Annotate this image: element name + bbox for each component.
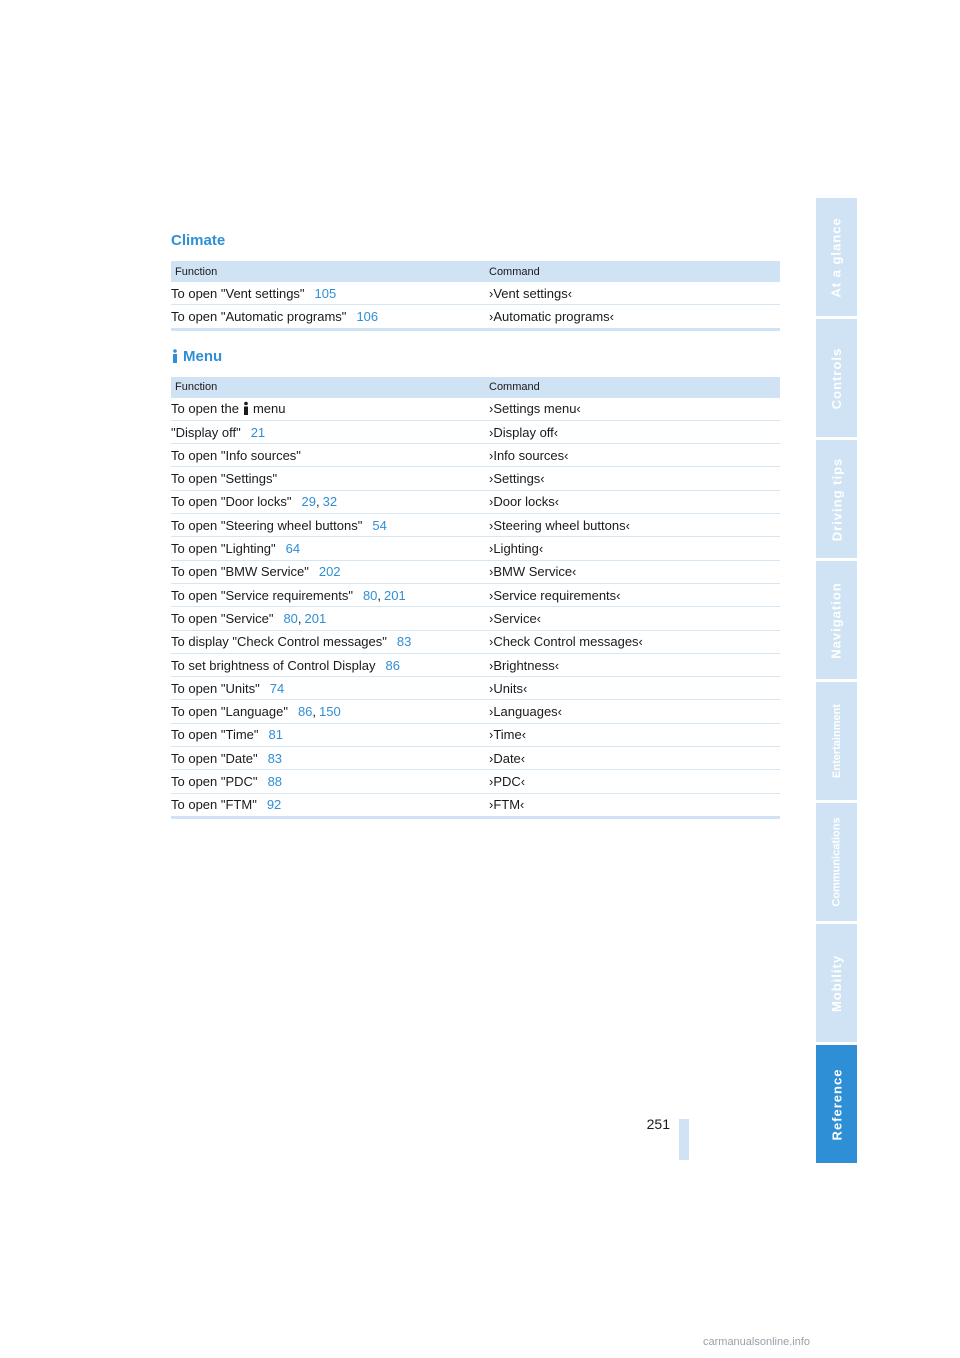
function-text-after: menu	[252, 401, 286, 417]
page-ref-link[interactable]: 80	[283, 610, 298, 626]
table-row	[171, 700, 780, 723]
command-cell: ›Info sources‹	[489, 447, 569, 463]
function-cell	[171, 401, 489, 416]
table-row	[171, 398, 780, 421]
menu-table-header	[171, 377, 780, 398]
function-cell	[171, 494, 489, 509]
side-tab-communications[interactable]	[816, 803, 857, 921]
function-text: To open "Steering wheel buttons"	[171, 517, 363, 533]
side-tab-label: Entertainment	[830, 704, 843, 778]
command-cell: ›PDC‹	[489, 773, 526, 789]
function-text: To open "PDC"	[171, 773, 258, 789]
command-cell: ›Lighting‹	[489, 541, 544, 557]
page-ref-link[interactable]: 201	[304, 610, 327, 626]
command-cell: ›Settings menu‹	[489, 401, 581, 417]
table-row	[171, 444, 780, 467]
function-text: To open "Service"	[171, 610, 274, 626]
function-cell	[171, 425, 489, 440]
function-cell	[171, 634, 489, 649]
function-cell	[171, 286, 489, 301]
ref-separator: ,	[377, 587, 382, 603]
function-text: To open "Vent settings"	[171, 285, 305, 301]
menu-title-text: Menu	[183, 347, 223, 365]
command-cell: ›Automatic programs‹	[489, 308, 614, 324]
table-row	[171, 537, 780, 560]
function-cell	[171, 541, 489, 556]
page-ref-link[interactable]: 150	[319, 704, 341, 720]
page-ref-link[interactable]: 29	[301, 494, 316, 510]
page-ref-link[interactable]: 86	[385, 657, 400, 673]
function-cell	[171, 588, 489, 603]
climate-section-title: Climate	[171, 232, 226, 249]
function-text: To open "Automatic programs"	[171, 308, 347, 324]
function-text: To open "Time"	[171, 727, 259, 743]
table-row	[171, 305, 780, 327]
side-tab-label: Reference	[829, 1068, 844, 1140]
side-tab-reference[interactable]	[816, 1045, 857, 1163]
command-cell: ›Service‹	[489, 610, 542, 626]
page-ref-link[interactable]: 32	[322, 494, 338, 510]
command-cell: ›Check Control messages‹	[489, 634, 643, 650]
page-ref-link[interactable]: 74	[269, 680, 285, 696]
ref-separator: ,	[312, 704, 317, 720]
command-cell: ›Settings‹	[489, 471, 545, 487]
function-text: To open "Settings"	[171, 471, 278, 487]
page-ref-link[interactable]: 83	[396, 634, 412, 650]
side-tab-driving-tips[interactable]	[816, 440, 857, 558]
page-ref-link[interactable]: 92	[266, 797, 282, 813]
command-cell: ›Service requirements‹	[489, 587, 621, 603]
page-ref-link[interactable]: 64	[285, 541, 301, 557]
table-row	[171, 561, 780, 584]
column-header-function: Function	[175, 381, 218, 394]
climate-table-header	[171, 261, 780, 282]
function-cell	[171, 681, 489, 696]
column-header-command: Command	[489, 381, 540, 394]
page-ref-link[interactable]: 54	[372, 517, 387, 533]
function-cell	[171, 704, 489, 719]
function-cell	[171, 564, 489, 579]
info-icon	[171, 349, 179, 364]
table-row	[171, 677, 780, 700]
menu-rows	[171, 398, 780, 816]
info-icon	[242, 401, 250, 416]
table-row	[171, 421, 780, 444]
page-number: 251	[646, 1116, 670, 1132]
page-ref-link[interactable]: 21	[250, 424, 266, 440]
function-text: To set brightness of Control Display	[171, 657, 376, 673]
function-cell	[171, 518, 489, 533]
climate-table	[171, 261, 780, 331]
page-ref-link[interactable]: 86	[297, 704, 313, 720]
command-cell: ›Door locks‹	[489, 494, 560, 510]
side-tab-label: Navigation	[829, 581, 844, 659]
column-header-command: Command	[489, 265, 540, 278]
function-text: To open "Service requirements"	[171, 587, 353, 603]
table-row	[171, 467, 780, 490]
table-row	[171, 724, 780, 747]
ref-separator: ,	[315, 494, 320, 510]
column-header-function: Function	[175, 265, 218, 278]
function-text: To open "Date"	[171, 750, 258, 766]
function-cell	[171, 797, 489, 812]
table-row	[171, 654, 780, 677]
climate-rows	[171, 282, 780, 328]
table-row	[171, 794, 780, 816]
function-text: To open "Units"	[171, 680, 260, 696]
command-cell: ›FTM‹	[489, 797, 525, 813]
page-ref-link[interactable]: 202	[318, 564, 341, 580]
page-content	[171, 226, 780, 819]
page-number-bar	[679, 1119, 689, 1160]
function-cell	[171, 658, 489, 673]
page-ref-link[interactable]: 201	[384, 587, 406, 603]
table-row	[171, 747, 780, 770]
side-tab-navigation[interactable]	[816, 561, 857, 679]
command-cell: ›Units‹	[489, 680, 528, 696]
menu-table	[171, 377, 780, 819]
side-tab-label: Driving tips	[829, 457, 845, 541]
side-tab-label: Controls	[829, 347, 845, 409]
function-text: To open "Info sources"	[171, 447, 301, 463]
command-cell: ›BMW Service‹	[489, 564, 577, 580]
command-cell: ›Time‹	[489, 727, 527, 743]
function-text: To open "FTM"	[171, 797, 257, 813]
side-tab-label: Communications	[830, 817, 843, 907]
side-tab-label: Mobility	[829, 954, 845, 1012]
ref-separator: ,	[297, 610, 302, 626]
command-cell: ›Vent settings‹	[489, 285, 573, 301]
side-tab-label: At a glance	[829, 216, 845, 298]
function-text: To open "BMW Service"	[171, 564, 309, 580]
function-text: To display "Check Control messages"	[171, 634, 387, 650]
command-cell: ›Date‹	[489, 750, 526, 766]
function-cell	[171, 727, 489, 742]
function-cell	[171, 448, 489, 463]
command-cell: ›Steering wheel buttons‹	[489, 517, 630, 533]
table-row	[171, 770, 780, 793]
function-cell	[171, 751, 489, 766]
table-row	[171, 584, 780, 607]
page-ref-link[interactable]: 81	[268, 727, 283, 743]
side-tab-entertainment[interactable]	[816, 682, 857, 800]
function-cell	[171, 309, 489, 324]
side-tab-at-a-glance[interactable]	[816, 198, 857, 316]
function-text: "Display off"	[171, 424, 241, 440]
command-cell: ›Brightness‹	[489, 657, 560, 673]
function-text: To open "Language"	[171, 704, 288, 720]
function-text: To open "Door locks"	[171, 494, 292, 510]
page-ref-link[interactable]: 106	[356, 308, 379, 324]
function-cell	[171, 471, 489, 486]
table-row	[171, 607, 780, 630]
table-row	[171, 491, 780, 514]
table-row	[171, 282, 780, 305]
page-ref-link[interactable]: 105	[314, 285, 337, 301]
table-row	[171, 514, 780, 537]
page-ref-link[interactable]: 88	[267, 773, 283, 789]
watermark: carmanualsonline.info	[703, 1336, 811, 1348]
function-text-before: To open the	[171, 401, 239, 417]
side-tab-controls[interactable]	[816, 319, 857, 437]
function-text: To open "Lighting"	[171, 541, 276, 557]
function-cell	[171, 774, 489, 789]
side-tab-mobility[interactable]	[816, 924, 857, 1042]
page-ref-link[interactable]: 80	[362, 587, 378, 603]
side-tabs	[816, 198, 857, 1166]
page-ref-link[interactable]: 83	[267, 750, 283, 766]
table-row	[171, 631, 780, 654]
command-cell: ›Display off‹	[489, 424, 559, 440]
command-cell: ›Languages‹	[489, 704, 562, 720]
menu-section-title	[171, 345, 780, 369]
function-cell	[171, 611, 489, 626]
